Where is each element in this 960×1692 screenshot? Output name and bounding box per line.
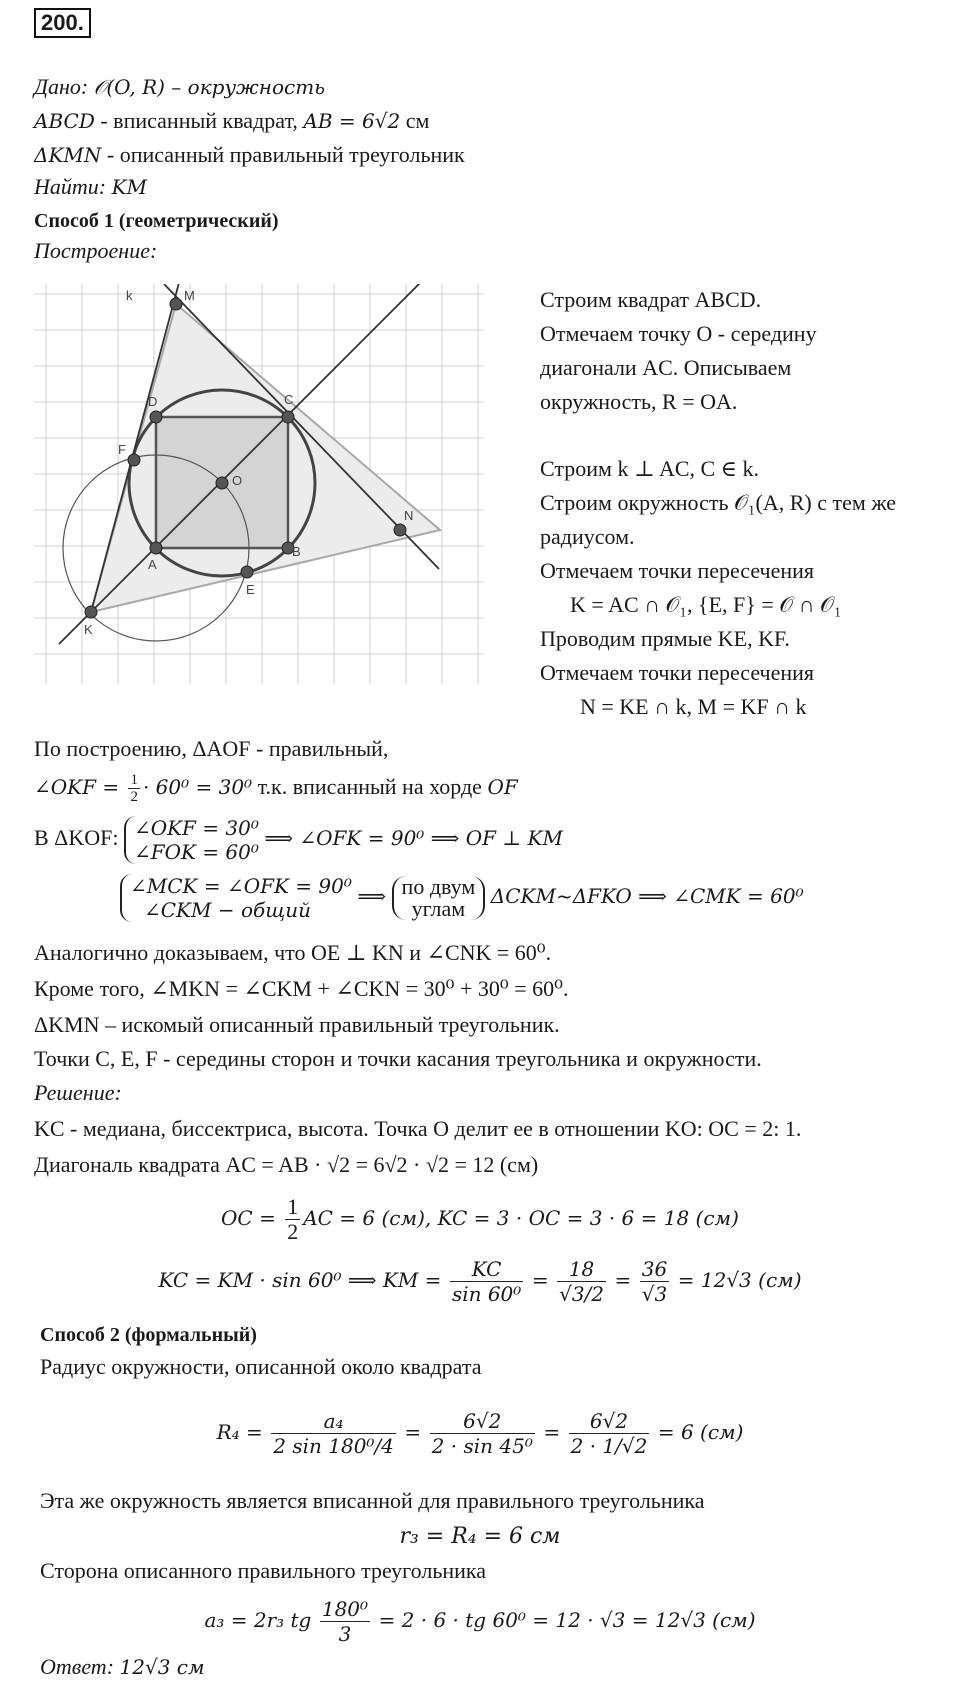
proof-line-5: Аналогично доказываем, что OE ⊥ KN и ∠CNK = 60⁰. — [34, 940, 552, 965]
system-similar — [120, 874, 352, 922]
label-a: A — [148, 557, 157, 572]
proof-line-3 — [34, 816, 563, 864]
answer-label: Ответ: — [40, 1654, 115, 1679]
label-f: F — [118, 442, 126, 457]
r4-f2-num: 6√2 — [430, 1409, 535, 1434]
r4-f1-num: a₄ — [271, 1409, 396, 1434]
oc-kc-values: AC = 6 (см), KC = 3 · OC = 3 · 6 = 18 (см) — [303, 1206, 739, 1230]
proof-line-2 — [34, 770, 518, 805]
similarity-conclusion: ΔCKM~ΔFKO ⟹ ∠CMK = 60⁰ — [490, 884, 804, 909]
step-10: Проводим прямые KE, KF. — [540, 626, 790, 651]
label-k-point: K — [84, 622, 93, 637]
find-line — [34, 172, 147, 202]
half-num: 1 — [130, 772, 138, 789]
step-12: N = KE ∩ k, M = KF ∩ k — [580, 694, 807, 719]
conclusion-ofk: ⟹ ∠OFK = 90⁰ ⟹ OF ⊥ KM — [264, 826, 563, 851]
construction-label: Построение: — [34, 238, 158, 263]
label-c: C — [284, 392, 294, 407]
a3-fraction — [320, 1597, 370, 1646]
label-o: O — [232, 473, 243, 488]
r4-f3-den: 2 · 1/√2 — [570, 1434, 648, 1459]
km-frac-2 — [557, 1257, 606, 1306]
method2-formula-3 — [0, 1590, 960, 1650]
solution-line-2: Диагональ квадрата AC = AB · √2 = 6√2 · √2 = 12 (см) — [34, 1152, 539, 1177]
given-triangle-text: - описанный правильный треугольник — [101, 142, 465, 167]
km-result: = 12√3 (см) — [677, 1268, 802, 1292]
method2-title: Способ 2 (формальный) — [40, 1324, 257, 1346]
find-label: Найти: — [34, 174, 107, 199]
given-label: Дано: — [34, 74, 89, 99]
proof-line-7: ΔKMN – искомый описанный правильный треугольник. — [34, 1012, 560, 1037]
step-4: окружность, R = OA. — [540, 389, 738, 414]
geometry-figure — [34, 284, 484, 684]
answer-value: 12√3 см — [119, 1655, 205, 1679]
step-11: Отмечаем точки пересечения — [540, 660, 815, 685]
oc-frac-num: 1 — [287, 1194, 299, 1220]
method2-text-1: Радиус окружности, описанной около квадрата — [40, 1354, 482, 1379]
r4-frac-1 — [271, 1409, 396, 1458]
km-expression: KC = KM · sin 60⁰ ⟹ KM = — [158, 1268, 442, 1292]
step-5: Строим k ⊥ AC, C ∈ k. — [540, 456, 759, 481]
sys-line-1: ∠OKF = 30⁰ — [133, 816, 259, 840]
step-7: радиусом. — [540, 524, 635, 549]
solution-line-3 — [0, 1188, 960, 1248]
r4-frac-2 — [430, 1409, 535, 1458]
chord-name: OF — [487, 775, 518, 799]
km-f1-den: sin 60⁰ — [451, 1282, 522, 1307]
label-d: D — [148, 394, 158, 409]
r4-label: R₄ = — [216, 1420, 263, 1444]
km-f3-den: √3 — [641, 1282, 668, 1307]
km-frac-3 — [640, 1257, 669, 1306]
triangle-kof: В ΔKOF: — [34, 825, 119, 851]
given-unit: см — [400, 108, 430, 133]
given-line-3 — [34, 140, 465, 170]
label-n: N — [404, 508, 414, 523]
a3-frac-num: 180⁰ — [321, 1597, 369, 1622]
step-6: Строим окружность 𝒪₁(A, R) с тем же — [540, 490, 896, 515]
step-1: Строим квадрат ABCD. — [540, 287, 762, 312]
proof-line-1: По построению, ΔAOF - правильный, — [34, 736, 389, 761]
system-kof — [124, 816, 259, 864]
label-b: B — [292, 544, 301, 559]
find-value: KM — [111, 175, 148, 199]
sys-line-2: ∠FOK = 60⁰ — [133, 840, 259, 864]
task-number: 200. — [34, 8, 91, 38]
method2-formula-1: R₄ = $\frac{\text{a₄}}{\text{2 sin 180⁰/4}}$ = $\frac{6√2}{\text{2 · sin 45⁰}}$ = $\frac{6√2}{2 \cdot 1/√2}$ = 6 (см) — [216, 1409, 744, 1459]
sys2-line-1: ∠MCK = ∠OFK = 90⁰ — [130, 874, 352, 898]
oc-fraction — [285, 1195, 300, 1244]
km-frac-1 — [450, 1257, 523, 1306]
r4-result: = 6 (см) — [657, 1420, 744, 1444]
step-9: K = AC ∩ 𝒪₁, {E, F} = 𝒪 ∩ 𝒪₁ — [570, 592, 842, 617]
solution-line-4: KC = KM · sin 60⁰ ⟹ KM = $\frac{KC}{\text{sin 60⁰}}$ = $\frac{18}{√3/2}$ = $\frac{36}{√3}$ = 12√3 (см) — [158, 1257, 802, 1307]
angle-value: · 60⁰ = 30⁰ — [142, 775, 253, 799]
km-f2-num: 18 — [557, 1257, 606, 1282]
method2-formula-2: r₃ = R₄ = 6 см — [399, 1524, 561, 1549]
km-f1-num: KC — [450, 1257, 523, 1282]
implies-arrow: ⟹ — [357, 884, 387, 909]
proof-reason: т.к. вписанный на хорде — [252, 774, 488, 799]
triangle-name: ΔKMN — [34, 143, 102, 167]
a3-label: a₃ = 2r₃ tg — [204, 1608, 312, 1632]
given-line-1 — [34, 72, 325, 102]
half-den: 2 — [130, 789, 138, 806]
given-line-2 — [34, 106, 429, 136]
method2-text-2: Эта же окружность является вписанной для правильного треугольника — [40, 1488, 705, 1513]
given-square-text: - вписанный квадрат, — [94, 108, 304, 133]
r4-f3-num: 6√2 — [569, 1409, 650, 1434]
solution-line-1: KC - медиана, биссектриса, высота. Точка O делит ее в отношении KO: OC = 2: 1. — [34, 1116, 802, 1141]
r4-f1-den: 2 sin 180⁰/4 — [273, 1434, 394, 1459]
label-k: k — [126, 288, 133, 303]
r4-frac-3 — [569, 1409, 650, 1458]
half-fraction — [128, 772, 140, 805]
step-2: Отмечаем точку O - середину — [540, 321, 817, 346]
square-name: ABCD — [34, 109, 95, 133]
reason-line-1: по двум — [401, 874, 476, 899]
method2-text-3: Сторона описанного правильного треугольника — [40, 1558, 487, 1583]
given-circle: 𝒪(O, R) – окружность — [93, 75, 326, 99]
proof-line-4 — [120, 874, 804, 922]
oc-label: OC = — [221, 1206, 283, 1230]
km-f2-den: √3/2 — [559, 1282, 605, 1307]
a3-result: = 2 · 6 · tg 60⁰ = 12 · √3 = 12√3 (см) — [378, 1608, 756, 1632]
proof-line-8: Точки C, E, F - середины сторон и точки касания треугольника и окружности. — [34, 1046, 762, 1071]
method1-title: Способ 1 (геометрический) — [34, 210, 279, 232]
step-3: диагонали AC. Описываем — [540, 355, 792, 380]
step-8: Отмечаем точки пересечения — [540, 558, 815, 583]
label-m: M — [184, 288, 195, 303]
reason-line-2: углам — [411, 896, 466, 921]
reason-paren — [392, 876, 486, 920]
a3-frac-den: 3 — [338, 1622, 352, 1647]
solution-label: Решение: — [34, 1080, 122, 1105]
given-ab-value: AB = 6√2 — [303, 109, 401, 133]
label-e: E — [246, 582, 255, 597]
km-f3-num: 36 — [640, 1257, 669, 1282]
sys2-line-2: ∠CKM − общий — [144, 898, 311, 922]
answer-line — [40, 1652, 205, 1682]
angle-okf: ∠OKF = — [34, 775, 126, 799]
oc-frac-den: 2 — [287, 1219, 299, 1245]
r4-f2-den: 2 · sin 45⁰ — [431, 1434, 533, 1459]
proof-line-6: Кроме того, ∠MKN = ∠CKM + ∠CKN = 30⁰ + 30⁰ = 60⁰. — [34, 976, 569, 1001]
